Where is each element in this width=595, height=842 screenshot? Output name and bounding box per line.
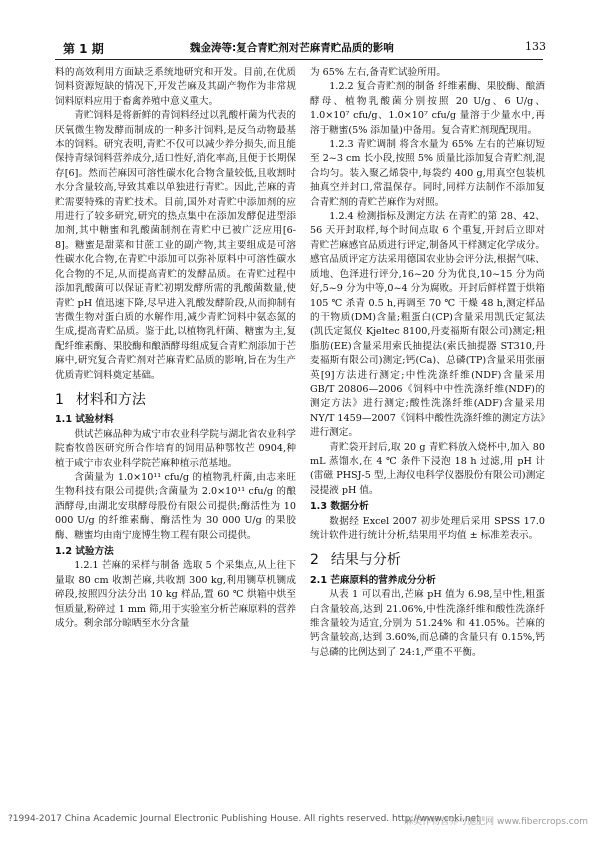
continued-paragraph: 为 65% 左右,备青贮试验所用。 [310, 67, 447, 78]
header-rule [55, 59, 543, 60]
section-title: 结果与分析 [330, 552, 401, 569]
right-column [310, 66, 545, 660]
results-paragraph-2-1: 从表 1 可以看出,芒麻 pH 值为 6.98,呈中性,粗蛋白含量较高,达到 21.06%,中性洗涤纤维和酸性洗涤纤维含量较为适宜,分别为 51.24% 和 41.05%。芒麻的钙含量较高,达到 3.60%,而总磷的含量只有 0.15%,钙与总磷的比例达到了 24:1,严重不平衡。 [310, 589, 545, 658]
subsection-heading-1-1: 1.1 试验材料 [55, 414, 114, 426]
methods-paragraph-1-2-2: 1.2.2 复合青贮剂的制备 纤维素酶、果胶酶、酿酒酵母、植物乳酸菌分别按照 20 U/g、6 U/g、1.0×10⁷ cfu/g、1.0×10⁷ cfu/g 量溶于少量水中,再溶于糖蜜(5% 添加量)中备用。复合青贮剂现配现用。 [310, 81, 545, 136]
methods-paragraph-1-2-1: 1.2.1 芒麻的采样与制备 选取 5 个采集点,从上往下量取 80 cm 收割芒麻,共收割 300 kg,利用铡草机铡成碎段,按照四分法分出 10 kg 样品,置 60 ℃ 烘箱中烘至恒质量,粉碎过 1 mm 筛,用于实验室分析芒麻原料的营养成分。剩余部分晾晒至水分含量 [55, 560, 297, 630]
watermark-text: 麻类作物营养与施肥网 www.fibercrops.com [404, 817, 588, 827]
subsection-heading-1-2: 1.2 试验方法 [55, 546, 114, 557]
intro-paragraph-2: 青贮饲料是将新鲜的青饲料经过以乳酸杆菌为代表的厌氧微生物发酵而制成的一种多汁饲料,是反刍动物最基本的饲料。研究表明,青贮不仅可以减少养分损失,而且能保持青绿饲料营养成分,适口性好,消化率高,且便于长期保存[6]。然而芒麻因可溶性碳水化合物含量较低,且收割时水分含量较高,导致其难以单独进行青贮。因此,芒麻的青贮需要特殊的青贮技术。目前,国外对青贮中添加剂的应用进行了较多研究,研究的热点集中在添加发酵促进型添加剂,其中糖蜜和乳酸菌制剂在青贮中已被广泛应用[6-8]。糖蜜是甜菜和甘蔗工业的副产物,其主要组成是可溶性碳水化合物,在青贮中添加可以弥补原料中可溶性碳水化合物的不足,从而提高青贮的发酵品质。在青贮过程中添加乳酸菌可以保证青贮初期发酵所需的乳酸菌数量,使青贮 pH 值迅速下降,尽早进入乳酸发酵阶段,从而抑制有害微生物对蛋白质的水解作用,减少青贮饲料中氨态氮的生成,提高青贮品质。鉴于此,以植物乳杆菌、糖蜜为主,复配纤维素酶、果胶酶和酿酒酵母组成复合青贮剂添加于芒麻中,研究复合青贮剂对芒麻青贮品质的影响,旨在为生产优质青贮饲料奠定基础。 [55, 110, 296, 381]
page-header [0, 0, 595, 62]
methods-paragraph-ph: 青贮袋开封后,取 20 g 青贮料放入烧杯中,加入 80 mL 蒸馏水,在 4 ℃ 条件下浸泡 18 h 过滤,用 pH 计(雷磁 PHSJ-5 型,上海仪电科学仪器股份有限公司)测定浸提液 pH 值。 [310, 441, 545, 496]
section-number: 1 [55, 391, 64, 408]
running-title: 魏金涛等:复合青贮剂对芒麻青贮品质的影响 [190, 42, 394, 54]
page-footer [8, 814, 588, 827]
data-analysis-paragraph: 数据经 Excel 2007 初步处理后采用 SPSS 17.0 统计软件进行统计分析,结果用平均值 ± 标准差表示。 [310, 515, 545, 541]
section-number: 2 [310, 552, 319, 569]
copyright-text: ?1994-2017 China Academic Journal Electronic Publishing House. All rights reserved. http://www.cnki.net [8, 814, 480, 824]
section-title: 材料和方法 [75, 391, 146, 408]
methods-paragraph-1-2-3: 1.2.3 青贮调制 将含水量为 65% 左右的芒麻切短至 2~3 cm 长小段,按照 5% 质量比添加复合青贮剂,混合均匀。装入聚乙烯袋中,每袋约 400 g,用真空包装机抽真空并封口,常温保存。同时,同样方法制作不添加复合青贮剂的青贮芒麻作为对照。 [310, 139, 545, 208]
subsection-heading-2-1: 2.1 芒麻原料的营养成分分析 [310, 574, 436, 586]
section-heading-2 [310, 553, 545, 567]
methods-paragraph-1-2-4: 1.2.4 检测指标及测定方法 在青贮的第 28、42、56 天开封取样,每个时间点取 6 个重复,开封后立即对青贮芒麻感官品质进行评定,制备风干样测定化学成分。感官品质评定方法采用德国农业协会评分法,根据气味、质地、色泽进行评分,16~20 分为优良,10~15 分为尚好,5~9 分为中等,0~4 分为腐败。开封后鲜样置于烘箱 105 ℃ 杀青 0.5 h,再调至 70 ℃ 干燥 48 h,测定样品的干物质(DM)含量;粗蛋白(CP)含量采用凯氏定氮法(凯氏定氮仪 Kjeltec 8100,丹麦福斯有限公司)测定;粗脂肪(EE)含量采用索氏抽提法(索氏抽提器 ST310,丹麦福斯有限公司)测定;钙(Ca)、总磷(TP)含量采用张丽英[9]方法进行测定;中性洗涤纤维(NDF)含量采用 GB/T 20806—2006《饲料中中性洗涤纤维(NDF)的测定方法》进行测定;酸性洗涤纤维(ADF)含量采用 NY/T 1459—2007《饲料中酸性洗涤纤维的测定方法》进行测定。 [310, 211, 545, 439]
subsection-heading-1-3: 1.3 数据分析 [310, 501, 369, 513]
left-column [55, 66, 296, 631]
page-number: 133 [525, 40, 546, 53]
section-heading-1 [55, 393, 296, 407]
intro-paragraph-1: 料的高效利用方面缺乏系统地研究和开发。目前,在优质饲料资源短缺的情况下,开发芒麻及其副产物作为非常规饲料原料应用于畜禽养殖中意义重大。 [55, 67, 296, 107]
materials-paragraph-1: 供试芒麻品种为咸宁市农业科学院与湖北省农业科学院畜牧兽医研究所合作培育的饲用品种鄂牧芒 0904,种植于咸宁市农业科学院芒麻种植示范基地。 [55, 428, 296, 469]
issue-label: 第 1 期 [63, 42, 104, 56]
materials-paragraph-2: 含菌量为 1.0×10¹¹ cfu/g 的植物乳杆菌,由志来旺生物科技有限公司提供;含菌量为 2.0×10¹¹ cfu/g 的酿酒酵母,由湖北安琪酵母股份有限公司提供;酶活性为 10 000 U/g 的纤维素酶、酶活性为 30 000 U/g 的果胶酶、糖蜜均由南宁庞博生物工程有限公司提供。 [55, 471, 296, 541]
